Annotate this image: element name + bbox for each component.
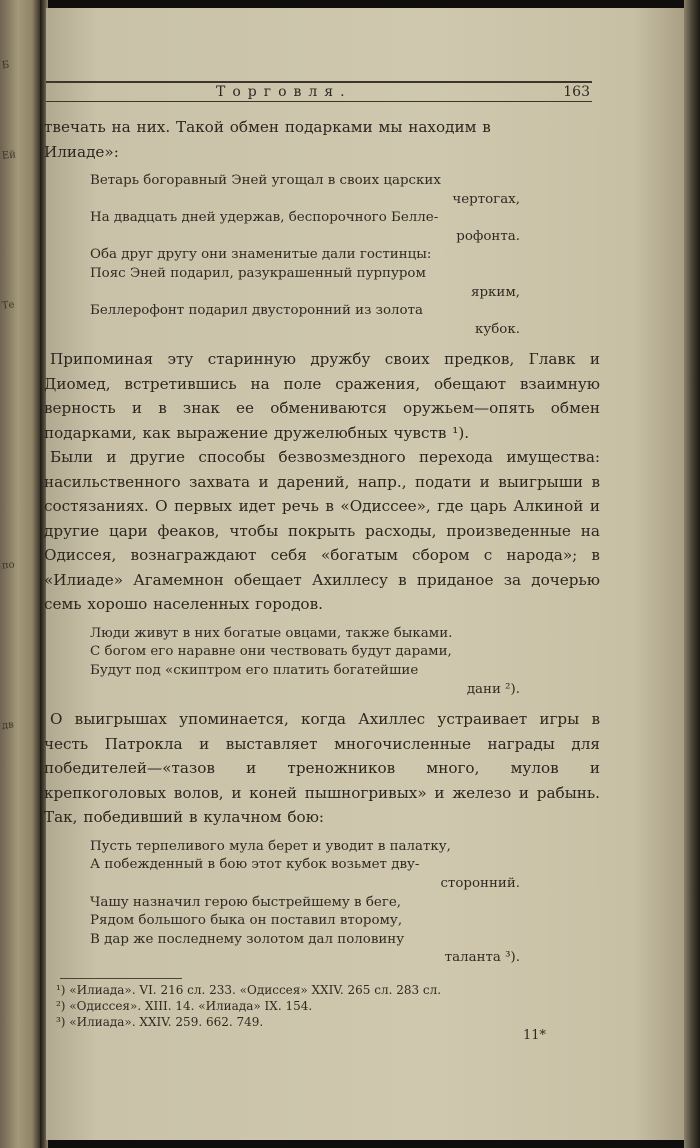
footnote-1: ¹) «Илиада». VI. 216 сл. 233. «Одиссея» XXIV. 265 сл. 283 сл. xyxy=(56,983,442,997)
verse-line: В дар же последнему золотом дал половину xyxy=(90,931,405,947)
verse-line: Будут под «скиптром его платить богатейшие xyxy=(90,663,419,679)
verse-line: А побежденный в бою этот кубок возьмет дву- xyxy=(90,857,420,873)
footnotes xyxy=(56,982,576,1030)
verse-line: Ветарь богоравный Эней угощал в своих царских xyxy=(90,173,441,188)
signature-mark: 11* xyxy=(523,1028,547,1043)
verse-line: ярким, xyxy=(471,284,520,300)
verse-line: Пусть терпеливого мула берет и уводит в палатку, xyxy=(90,838,451,854)
verse-line: Люди живут в них богатые овцами, также быками. xyxy=(90,625,453,641)
footnote-3: ³) «Илиада». XXIV. 259. 662. 749. xyxy=(56,1015,264,1029)
verse-line: сторонний. xyxy=(440,875,520,891)
page-edge-right xyxy=(684,0,700,1148)
page-header xyxy=(46,79,592,103)
verse-block-cities xyxy=(44,625,600,699)
paragraph-friendship: Припоминая эту старинную дружбу своих предков, Главк и Диомед, встретившись на поле сражения, обещают взаимную верность и в знак ее обмениваются оружьем—опять обмен подарками, как выражение дружелюбных чувств ¹). xyxy=(44,350,600,442)
verse-line: таланта ³). xyxy=(444,950,520,966)
verse-line: На двадцать дней удержав, беспорочного Белле- xyxy=(90,210,439,226)
paragraph-prizes: О выигрышах упоминается, когда Ахиллес устраивает игры в честь Патрокла и выставляет многочисленные награды для победителей—«тазов и треножников много, мулов и крепкоголовых волов, и коней пышногривых» и железо и рабынь. Так, победивший в кулачном бою: xyxy=(44,710,600,827)
paragraph-transfer-methods: Были и другие способы безвозмездного перехода имущества: насильственного захвата и дарений, напр., подати и выигрыши в состязаниях. О первых идет речь в «Одиссее», где царь Алкиной и другие цари феаков, чтобы покрыть расходы, произведенные на Одиссея, вознаграждают себя «богатым сбором с народа»; в «Илиаде» Агамемнон обещает Ахиллесу в приданое за дочерью семь хорошо населенных городов. xyxy=(44,448,600,614)
paragraph-intro: твечать на них. Такой обмен подарками мы находим в Илиаде»: xyxy=(44,118,491,161)
header-rule-bottom xyxy=(46,101,592,102)
page-body xyxy=(44,115,600,968)
verse-line: чертогах, xyxy=(452,191,520,207)
header-rule-top xyxy=(46,81,592,83)
verse-line: Беллерофонт подарил двусторонний из золота xyxy=(90,303,423,319)
facing-page-edge: Б Ей Те по дв xyxy=(0,0,40,1148)
verse-line: Пояс Эней подарил, разукрашенный пурпуром xyxy=(90,265,426,281)
verse-line: кубок. xyxy=(475,321,520,337)
verse-line: Чашу назначил герою быстрейшему в беге, xyxy=(90,894,402,910)
verse-line: Рядом большого быка он поставил второму, xyxy=(90,913,403,929)
running-title: Торговля. xyxy=(216,84,352,100)
verse-line: Оба друг другу они знаменитые дали гостинцы: xyxy=(90,247,432,263)
page-number: 163 xyxy=(563,84,590,100)
verse-line: С богом его наравне они чествовать будут дарами, xyxy=(90,644,452,660)
footnote-2: ²) «Одиссея». XIII. 14. «Илиада» IX. 154. xyxy=(56,999,313,1013)
verse-line: рофонта. xyxy=(456,228,520,244)
footnote-rule xyxy=(60,978,182,979)
verse-block-games xyxy=(44,838,600,968)
verse-block-glaucus xyxy=(44,172,600,339)
verse-line: дани ²). xyxy=(466,681,520,697)
